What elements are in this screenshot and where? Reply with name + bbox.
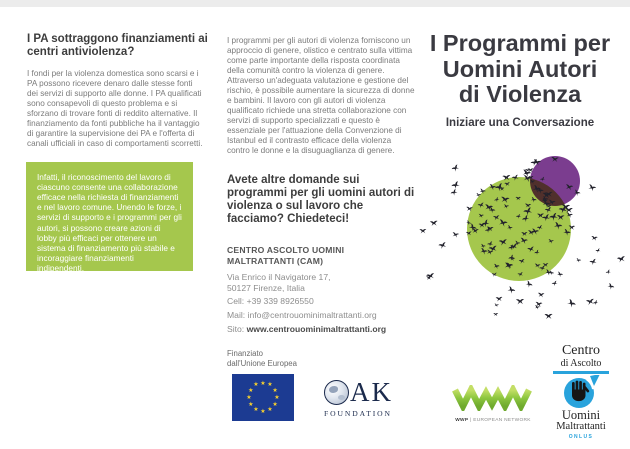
bird-icon <box>438 242 447 249</box>
eu-star-icon: ★ <box>274 394 280 401</box>
wwp-brand-text: WWP <box>455 418 469 423</box>
brochure-title <box>418 31 622 108</box>
bird-icon <box>496 297 503 302</box>
hand-in-circle-icon <box>561 375 601 409</box>
bird-icon <box>607 283 615 291</box>
bird-icon <box>450 189 458 197</box>
address-line-2: 50127 Firenze, Italia <box>227 283 305 294</box>
bird-icon <box>534 305 540 310</box>
bird-icon <box>494 303 499 307</box>
brochure-subtitle: Iniziare una Conversazione <box>445 117 595 129</box>
eu-star-icon: ★ <box>253 382 259 389</box>
bird-icon <box>591 236 598 241</box>
eu-star-icon: ★ <box>267 382 273 389</box>
cam-blue-bar <box>553 371 609 374</box>
middle-panel-body-text: I programmi per gli autori di violenza forniscono un approccio di genere, olistico e centrato sulla vittima come parte importante della risposta coordinata della comunità contro la violenza di genere. Attraverso un'adeguata valutazione e gestione del rischio, è possibile aumentare la sicurezza di donne e bambini. Il lavoro con gli autori di violenza qualificato richiede una stretta collaborazione con servizi di supporto specializzati e questo è essenziale per l'attuazione della Convenzione di Istanbul ed il contrasto efficace della violenza contro le donne e la disuguaglianza di genere. <box>227 36 415 155</box>
bird-icon <box>556 271 563 277</box>
bird-icon <box>587 184 596 192</box>
bird-icon <box>507 286 516 294</box>
wwp-divider: | <box>470 418 472 423</box>
bird-icon <box>575 258 581 263</box>
bird-icon <box>586 299 595 306</box>
bird-icon <box>493 313 498 316</box>
organization-name: CENTRO ASCOLTO UOMINI MALTRATTANTI (CAM) <box>227 245 345 267</box>
eu-star-icon: ★ <box>253 406 259 413</box>
cam-logo <box>549 344 613 440</box>
bird-icon <box>452 164 461 172</box>
website-label: Sito: <box>227 324 245 334</box>
funding-line-1: Finanziato <box>227 349 263 358</box>
bird-icon <box>525 280 533 288</box>
oak-logo-text: AK <box>350 377 393 407</box>
title-line-2: Uomini Autori <box>442 55 598 82</box>
organization-address <box>227 272 412 295</box>
page-edge-shading <box>0 0 630 7</box>
bird-icon <box>589 259 597 266</box>
eu-star-icon: ★ <box>260 380 266 387</box>
eu-star-icon: ★ <box>248 401 254 408</box>
eu-star-icon: ★ <box>248 387 254 394</box>
cam-logo-line-uomini: Uomini <box>561 407 601 422</box>
bird-icon <box>430 221 438 226</box>
oak-foundation-logo <box>324 379 414 418</box>
bird-icon <box>617 256 626 263</box>
website-url-link[interactable]: www.centrouominimaltrattanti.org <box>246 324 387 334</box>
bird-icon <box>593 300 599 306</box>
website-line <box>227 324 417 334</box>
cam-logo-line-maltrattanti: Maltrattanti <box>556 421 606 433</box>
bird-icon <box>516 299 525 305</box>
funding-line-2: dall'Unione Europea <box>227 358 297 368</box>
eu-funding-label <box>227 349 347 368</box>
eu-star-icon: ★ <box>267 406 273 413</box>
email-label: Mail: <box>227 310 246 320</box>
left-panel-body-text: I fondi per la violenza domestica sono scarsi e i PA possono ricevere denaro dalle stesse fonti dei servizi di supporto alle donne. I PA qualificati sono consapevoli di questo problema e si sforzano di trovare fonti di reddito alternative. Il finanziamento da fonti pubbliche ha il vantaggio di garantire la supervisione dei PA e l'offerta di canali ufficiali in caso di comportamenti scorretti. <box>27 69 203 148</box>
title-line-1: I Programmi per <box>429 30 611 56</box>
eu-star-icon: ★ <box>272 401 278 408</box>
email-address-link[interactable]: info@centrouominimaltrattanti.org <box>247 310 377 320</box>
bird-icon <box>452 232 460 238</box>
bird-icon <box>552 281 559 287</box>
phone-label: Cell: <box>227 296 245 306</box>
cam-logo-line-centro: Centro <box>561 343 601 358</box>
bird-icon <box>419 229 426 234</box>
address-line-1: Via Enrico il Navigatore 17, <box>227 272 331 282</box>
oak-foundation-text: FOUNDATION <box>324 409 392 418</box>
phone-number: +39 339 8926550 <box>246 296 314 306</box>
wwp-caption <box>450 418 536 423</box>
title-line-3: di Violenza <box>458 81 582 108</box>
left-panel-heading: I PA sottraggono finanziamenti ai centri antiviolenza? <box>27 33 208 59</box>
flock-of-birds-illustration <box>415 128 630 333</box>
wwp-network-text: EUROPEAN NETWORK <box>473 418 531 423</box>
bird-icon <box>451 181 460 190</box>
email-line <box>227 310 417 320</box>
eu-flag-logo <box>232 374 294 421</box>
bird-icon <box>566 299 576 309</box>
wwp-european-network-logo <box>450 385 536 423</box>
wwp-zigzag-icon <box>451 385 535 411</box>
cam-logo-line-onlus: ONLUS <box>568 433 594 440</box>
eu-star-icon: ★ <box>272 387 278 394</box>
bird-icon <box>606 269 612 275</box>
bird-icon <box>545 314 553 319</box>
eu-star-icon: ★ <box>260 408 266 415</box>
bird-icon <box>595 248 601 253</box>
bird-icon <box>538 293 545 298</box>
eu-star-icon: ★ <box>246 394 252 401</box>
call-to-action-question: Avete altre domande sui programmi per gli uomini autori di violenza o sul lavoro che facciamo? Chiedeteci! <box>227 174 415 225</box>
green-highlight-box: Infatti, il riconoscimento del lavoro di ciascuno consente una collaborazione efficace nella richiesta di finanziamenti e nel lavoro comune. Unendo le forze, i servizi di supporto e i programmi per gli autori, si possono creare azioni di lobby più efficaci per ottenere un sistema di finanziamento più stabile e incoraggiare finanziamenti indipendenti. <box>26 162 193 271</box>
phone-line <box>227 296 417 306</box>
cam-logo-line-di-ascolto: di Ascolto <box>560 358 602 370</box>
globe-icon <box>324 380 349 405</box>
